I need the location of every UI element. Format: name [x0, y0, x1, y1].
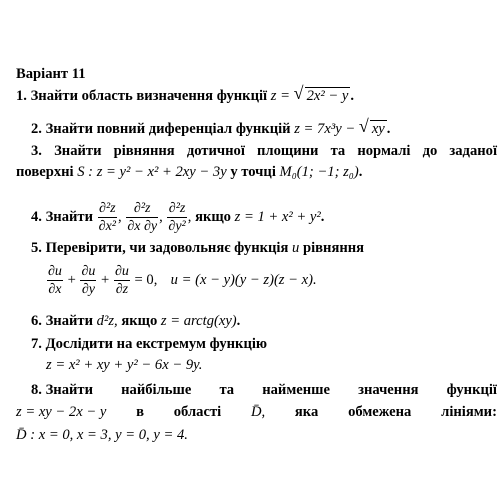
- derivative-fraction: $\frac{\text{∂²z}}{\text{∂y²}}$: [168, 201, 186, 235]
- sqrt-expression: √ 2x² − y: [293, 83, 349, 104]
- problem-1: 1. Знайти область визначення функції z = √ 2x² − y .: [16, 83, 355, 104]
- derivative-fraction: $\frac{\partial u}{\partial y}$: [81, 264, 96, 298]
- problem-5-equation: $\frac{\partial u}{\partial x}$ + $\frac{\partial u}{\partial y}$ + $\frac{\partial u}{\partial z}$ = 0, u = (x − y)(y − z)(z − x).: [48, 264, 317, 298]
- problem-3-line-1: 3. Знайти рівняння дотичної площини та нормалі до заданої: [31, 143, 497, 159]
- problem-7-function: z = x² + xy + y² − 6x − 9y.: [46, 357, 203, 373]
- problem-8-region: D̄ : x = 0, x = 3, y = 0, y = 4.: [16, 427, 188, 443]
- problem-5-line-1: 5. Перевірити, чи задовольняє функція u рівняння: [31, 240, 365, 256]
- problem-3-line-2: поверхні S : z = y² − x² + 2xy − 3y у точці M₀(1; −1; z₀).: [16, 164, 363, 180]
- problem-4: 4. Знайти $\frac{\text{∂²z}}{\text{∂x²}}$ , $\frac{\text{∂²z}}{\partial x \partial y}$ , $\frac{\text{∂²z}}{\text{∂y²}}$ , якщо z = 1 + x² + y².: [31, 201, 325, 235]
- derivative-fraction: $\frac{\partial u}{\partial x}$: [48, 264, 62, 298]
- derivative-fraction: $\frac{\text{∂²z}}{\text{∂x²}}$: [98, 201, 117, 235]
- variant-title: Варіант 11: [16, 66, 86, 82]
- problem-2: 2. Знайти повний диференціал функцій z = 7x³y − √ xy .: [31, 116, 391, 137]
- problem-8-line-2: z = xy − 2x − y в області D̄, яка обмежена лініями:: [16, 404, 497, 420]
- derivative-fraction: $\frac{\partial u}{\partial z}$: [114, 264, 129, 298]
- problem-7-line-1: 7. Дослідити на екстремум функцію: [31, 336, 268, 352]
- sqrt-expression: √ xy: [358, 116, 385, 137]
- problem-6: 6. Знайти d²z, якщо z = arctg(xy).: [31, 313, 241, 329]
- derivative-fraction: $\frac{\text{∂²z}}{\partial x \partial y}$: [127, 201, 158, 235]
- problem-8-line-1: 8. Знайти найбільше та найменше значення функції: [31, 382, 497, 398]
